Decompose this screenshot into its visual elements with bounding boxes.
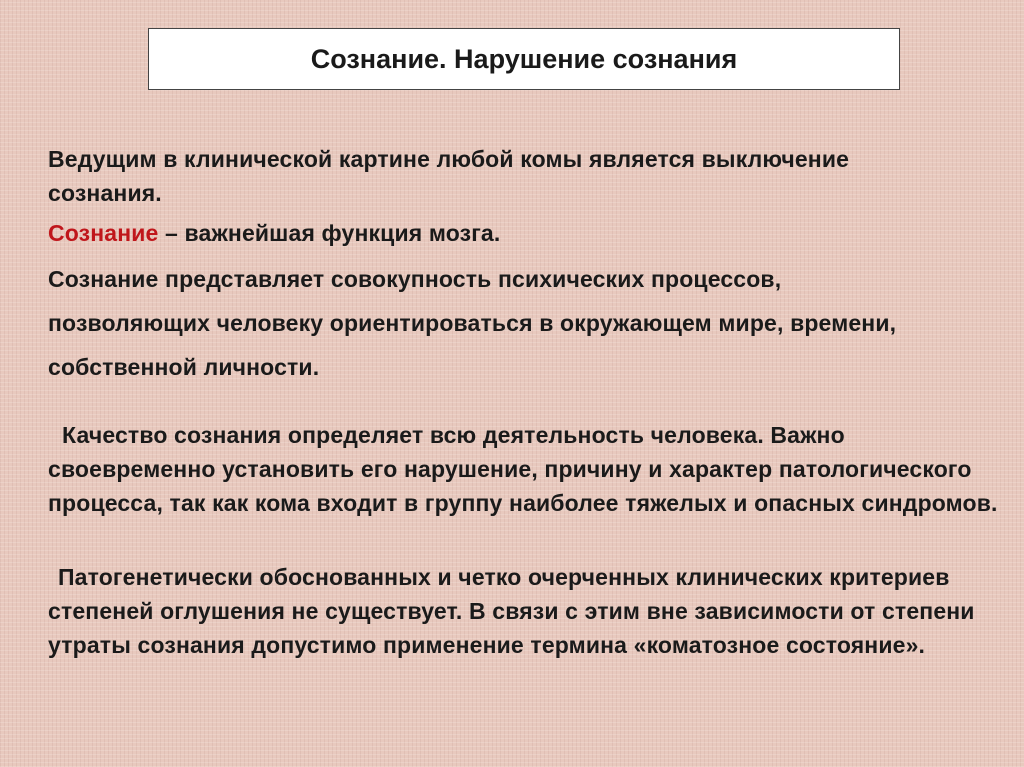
paragraph-consciousness-function (48, 216, 500, 250)
paragraph-consciousness-function-text: – важнейшая функция мозга. (158, 220, 501, 246)
slide-title: Сознание. Нарушение сознания (310, 43, 738, 74)
highlighted-term: Сознание (48, 220, 159, 246)
paragraph-stupor-criteria: Патогенетически обоснованных и четко очерченных клинических критериев степеней оглушения не существует. В связи с этим вне зависимости от степени утраты сознания допустимо применение термина «коматозное состояние». (48, 564, 975, 658)
paragraph-consciousness-description: Сознание представляет совокупность психических процессов, позволяющих человеку ориентироваться в окружающем мире, времени, собственной личности. (48, 266, 897, 380)
slide-title-box (148, 28, 900, 90)
paragraph-coma-definition: Ведущим в клинической картине любой комы является выключение сознания. (48, 146, 850, 206)
paragraph-consciousness-quality: Качество сознания определяет всю деятельность человека. Важно своевременно установить его нарушение, причину и характер патологического процесса, так как кома входит в группу наиболее тяжелых и опасных синдромов. (48, 422, 998, 516)
